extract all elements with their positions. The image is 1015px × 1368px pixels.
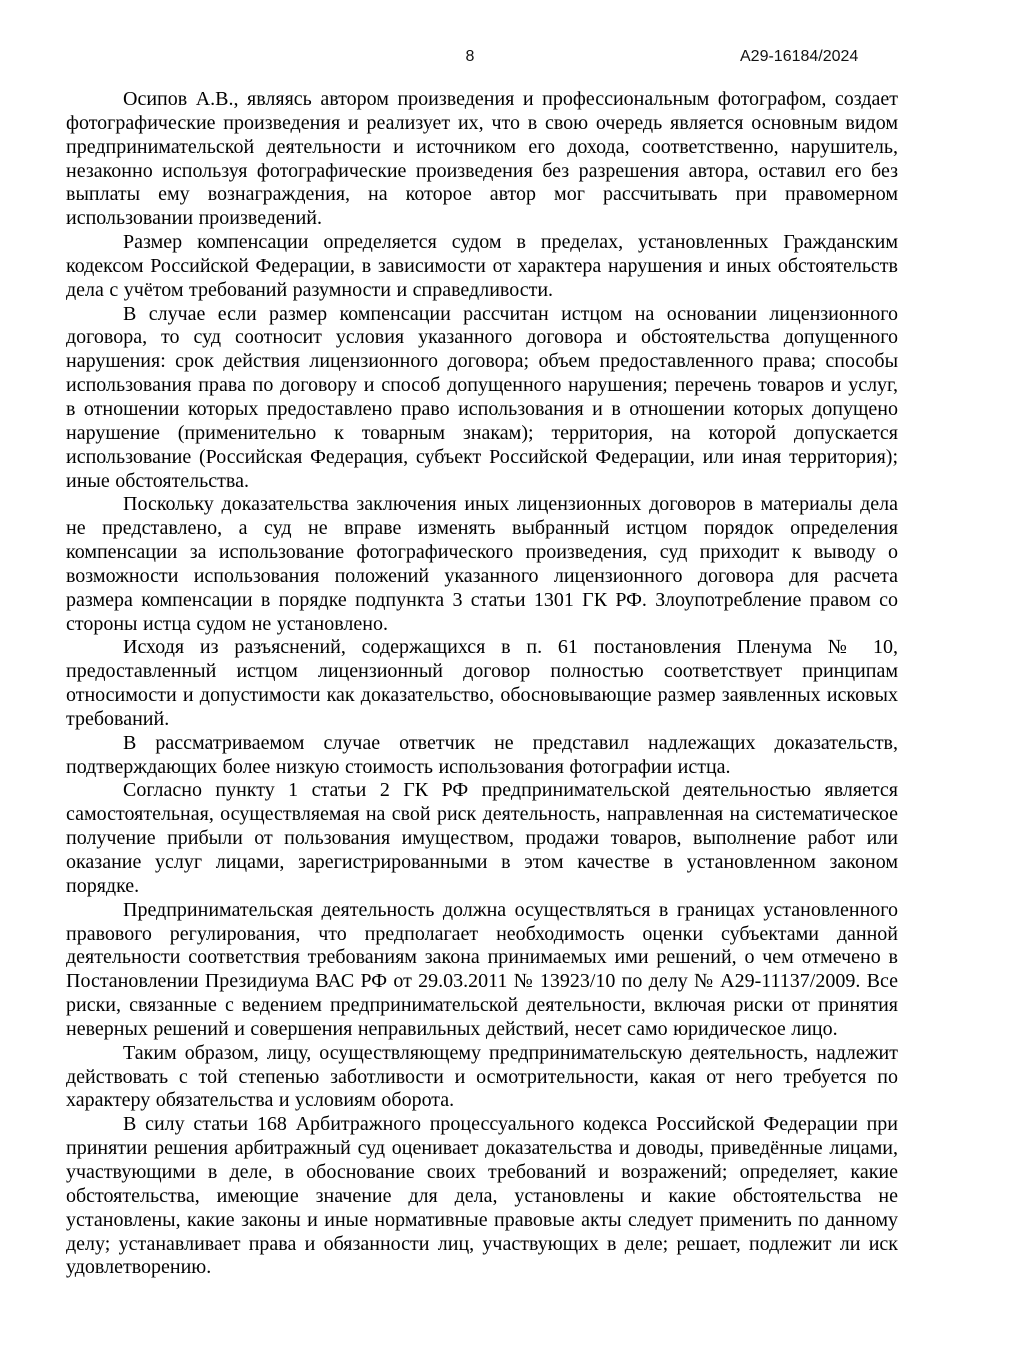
paragraph-4: Поскольку доказательства заключения иных лицензионных договоров в материалы дела не представлено, а суд не вправе изменять выбранный истцом порядок определения компенсации за использование фотографического произведения, суд приходит к выводу о возможности использования положений указанного лицензионного договора для расчета размера компенсации в порядке подпункта 3 статьи 1301 ГК РФ. Злоупотребление правом со стороны истца судом не установлено. bbox=[66, 493, 898, 635]
case-number: А29-16184/2024 bbox=[740, 48, 859, 65]
paragraph-5: Исходя из разъяснений, содержащихся в п. 61 постановления Пленума № 10, предоставленный истцом лицензионный договор полностью соответствует принципам относимости и допустимости как доказательство, обосновывающие размер заявленных исковых требований. bbox=[66, 636, 898, 730]
paragraph-9: Таким образом, лицу, осуществляющему предпринимательскую деятельность, надлежит действовать с той степенью заботливости и осмотрительности, какая от него требуется по характеру обязательства и условиям оборота. bbox=[66, 1041, 898, 1112]
page-number: 8 bbox=[465, 48, 475, 65]
paragraph-8: Предпринимательская деятельность должна осуществляться в границах установленного правового регулирования, что предполагает необходимость оценки субъектами данной деятельности соответствия требованиям закона принимаемых ими решений, о чем отмечено в Постановлении Президиума ВАС РФ от 29.03.2011 № 13923/10 по делу № А29-11137/2009. Все риски, связанные с ведением предпринимательской деятельности, включая риски от принятия неверных решений и совершения неправильных действий, несет само юридическое лицо. bbox=[66, 898, 898, 1040]
paragraph-6: В рассматриваемом случае ответчик не представил надлежащих доказательств, подтверждающих более низкую стоимость использования фотографии истца. bbox=[66, 731, 898, 778]
document-body bbox=[66, 88, 898, 1280]
page-header bbox=[0, 48, 1015, 72]
paragraph-7: Согласно пункту 1 статьи 2 ГК РФ предпринимательской деятельностью является самостоятельная, осуществляемая на свой риск деятельность, направленная на систематическое получение прибыли от пользования имуществом, продажи товаров, выполнение работ или оказание услуг лицами, зарегистрированными в этом качестве в установленном законом порядке. bbox=[66, 779, 898, 897]
paragraph-3: В случае если размер компенсации рассчитан истцом на основании лицензионного договора, то суд соотносит условия указанного договора и обстоятельства допущенного нарушения: срок действия лицензионного договора; объем предоставленного права; способы использования права по договору и способ допущенного нарушения; перечень товаров и услуг, в отношении которых предоставлено право использования и в отношении которых допущено нарушение (применительно к товарным знакам); территория, на которой допускается использование (Российская Федерация, субъект Российской Федерации, или иная территория); иные обстоятельства. bbox=[66, 302, 898, 492]
paragraph-10: В силу статьи 168 Арбитражного процессуального кодекса Российской Федерации при принятии решения арбитражный суд оценивает доказательства и доводы, приведённые лицами, участвующими в деле, в обоснование своих требований и возражений; определяет, какие обстоятельства, имеющие значение для дела, установлены и какие обстоятельства не установлены, какие законы и иные нормативные правовые акты следует применить по данному делу; устанавливает права и обязанности лиц, участвующих в деле; решает, подлежит ли иск удовлетворению. bbox=[66, 1113, 898, 1279]
paragraph-1: Осипов А.В., являясь автором произведения и профессиональным фотографом, создает фотографические произведения и реализует их, что в свою очередь является основным видом предпринимательской деятельности и источником его дохода, соответственно, нарушитель, незаконно используя фотографические произведения без разрешения автора, оставил его без выплаты ему вознаграждения, на которое автор мог рассчитывать при правомерном использовании произведений. bbox=[66, 88, 898, 230]
paragraph-2: Размер компенсации определяется судом в пределах, установленных Гражданским кодексом Российской Федерации, в зависимости от характера нарушения и иных обстоятельств дела с учётом требований разумности и справедливости. bbox=[66, 231, 898, 301]
